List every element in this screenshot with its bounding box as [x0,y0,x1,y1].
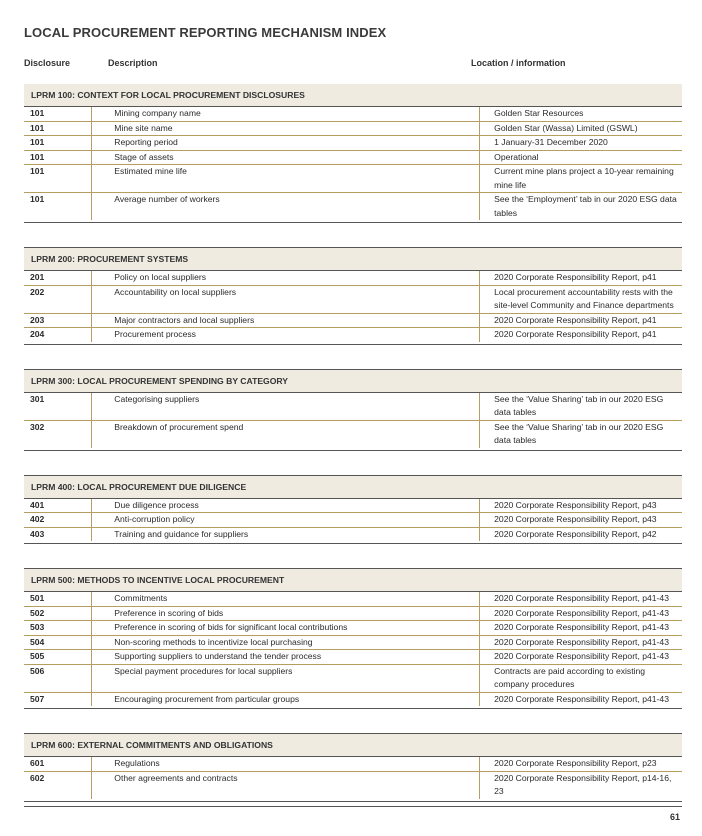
disclosure-code: 101 [24,122,92,136]
location-cell: 2020 Corporate Responsibility Report, p41-43 [494,651,669,661]
section-rows [24,757,682,801]
disclosure-code: 403 [24,528,92,542]
description-cell: Breakdown of procurement spend [92,421,480,448]
description-cell: Preference in scoring of bids [92,607,480,621]
disclosure-code: 302 [24,421,92,448]
location-cell: 2020 Corporate Responsibility Report, p43 [494,514,657,524]
description-cell: Special payment procedures for local suppliers [92,665,480,692]
disclosure-code: 502 [24,607,92,621]
table-row [24,692,682,709]
table-section [24,568,682,709]
disclosure-code: 202 [24,286,92,313]
table-section [24,475,682,545]
location-cell: 2020 Corporate Responsibility Report, p41-43 [494,607,669,618]
disclosure-code: 505 [24,650,92,664]
page-number: 61 [669,812,680,822]
section-heading: LPRM 500: METHODS TO INCENTIVE LOCAL PROCUREMENT [24,569,682,592]
location-cell: Current mine plans project a 10-year remaining mine life [494,166,674,190]
location-cell: See the ‘Employment’ tab in our 2020 ESG data tables [494,194,677,218]
location-cell: 2020 Corporate Responsibility Report, p41 [494,329,657,339]
table-section [24,247,682,345]
disclosure-code: 401 [24,499,92,513]
location-cell: 2020 Corporate Responsibility Report, p41-43 [494,622,669,632]
section-heading: LPRM 400: LOCAL PROCUREMENT DUE DILIGENCE [24,476,682,499]
disclosure-code: 101 [24,151,92,165]
disclosure-code: 101 [24,136,92,150]
description-cell: Reporting period [92,136,480,150]
description-cell: Supporting suppliers to understand the tender process [92,650,480,664]
description-cell: Stage of assets [92,151,480,165]
description-cell: Procurement process [92,328,480,342]
table-row [24,664,682,692]
table-row [24,192,682,222]
location-cell: 2020 Corporate Responsibility Report, p41-43 [494,636,669,647]
section-heading: LPRM 600: EXTERNAL COMMITMENTS AND OBLIGATIONS [24,734,682,757]
column-header-disclosure: Disclosure [24,58,71,68]
description-cell: Training and guidance for suppliers [92,528,480,542]
disclosure-code: 101 [24,107,92,121]
description-cell: Estimated mine life [92,165,480,192]
table-row [24,757,682,771]
description-cell: Mining company name [92,107,480,121]
table-row [24,121,682,136]
description-cell: Average number of workers [92,193,480,220]
table-row [24,313,682,328]
location-cell: See the ‘Value Sharing’ tab in our 2020 ESG data tables [494,421,664,445]
location-cell: See the ‘Value Sharing’ tab in our 2020 ESG data tables [494,393,664,417]
table-row [24,512,682,527]
table-row [24,393,682,420]
section-rows [24,499,682,544]
location-cell: 1 January-31 December 2020 [494,137,608,147]
table-row [24,135,682,150]
disclosure-code: 503 [24,621,92,635]
disclosure-code: 602 [24,772,92,799]
disclosure-code: 101 [24,165,92,192]
table-row [24,527,682,544]
section-heading: LPRM 200: PROCUREMENT SYSTEMS [24,248,682,271]
description-cell: Non-scoring methods to incentivize local purchasing [92,636,480,650]
description-cell: Major contractors and local suppliers [92,314,480,328]
location-cell: 2020 Corporate Responsibility Report, p41-43 [494,693,669,704]
section-rows [24,592,682,708]
table-row [24,592,682,606]
description-cell: Regulations [92,757,480,771]
table-row [24,649,682,664]
location-cell: 2020 Corporate Responsibility Report, p23 [494,758,657,768]
description-cell: Preference in scoring of bids for significant local contributions [92,621,480,635]
footer-rule [24,806,682,807]
description-cell: Categorising suppliers [92,393,480,420]
disclosure-code: 101 [24,193,92,220]
location-cell: 2020 Corporate Responsibility Report, p41-43 [494,593,669,603]
location-cell: 2020 Corporate Responsibility Report, p43 [494,499,657,510]
table-section [24,84,682,223]
table-row [24,285,682,313]
disclosure-code: 504 [24,636,92,650]
index-table [24,84,682,826]
location-cell: Operational [494,151,539,162]
column-header-location: Location / information [471,58,566,68]
location-cell: 2020 Corporate Responsibility Report, p41 [494,272,657,282]
location-cell: 2020 Corporate Responsibility Report, p41 [494,314,657,325]
description-cell: Commitments [92,592,480,606]
disclosure-code: 506 [24,665,92,692]
disclosure-code: 201 [24,271,92,285]
section-rows [24,271,682,344]
table-row [24,107,682,121]
location-cell: Golden Star Resources [494,108,584,118]
section-heading: LPRM 300: LOCAL PROCUREMENT SPENDING BY CATEGORY [24,370,682,393]
disclosure-code: 601 [24,757,92,771]
section-rows [24,393,682,450]
description-cell: Policy on local suppliers [92,271,480,285]
table-row [24,271,682,285]
disclosure-code: 501 [24,592,92,606]
location-cell: Golden Star (Wassa) Limited (GSWL) [494,122,638,133]
table-row [24,606,682,621]
table-row [24,164,682,192]
description-cell: Anti-corruption policy [92,513,480,527]
table-section [24,733,682,802]
disclosure-code: 204 [24,328,92,342]
section-heading: LPRM 100: CONTEXT FOR LOCAL PROCUREMENT DISCLOSURES [24,84,682,107]
disclosure-code: 507 [24,693,92,707]
table-row [24,771,682,801]
table-row [24,150,682,165]
table-row [24,635,682,650]
disclosure-code: 203 [24,314,92,328]
disclosure-code: 301 [24,393,92,420]
column-header-description: Description [108,58,158,68]
location-cell: Local procurement accountability rests with the site-level Community and Finance departments [494,286,674,310]
table-row [24,327,682,344]
location-cell: 2020 Corporate Responsibility Report, p42 [494,528,657,539]
table-section [24,369,682,451]
description-cell: Encouraging procurement from particular groups [92,693,480,707]
description-cell: Accountability on local suppliers [92,286,480,313]
location-cell: Contracts are paid according to existing company procedures [494,665,646,689]
section-rows [24,107,682,222]
page-title: LOCAL PROCUREMENT REPORTING MECHANISM INDEX [24,25,387,40]
location-cell: 2020 Corporate Responsibility Report, p14-16, 23 [494,772,672,796]
table-row [24,420,682,450]
table-row [24,499,682,513]
description-cell: Other agreements and contracts [92,772,480,799]
disclosure-code: 402 [24,513,92,527]
table-row [24,620,682,635]
description-cell: Due diligence process [92,499,480,513]
description-cell: Mine site name [92,122,480,136]
